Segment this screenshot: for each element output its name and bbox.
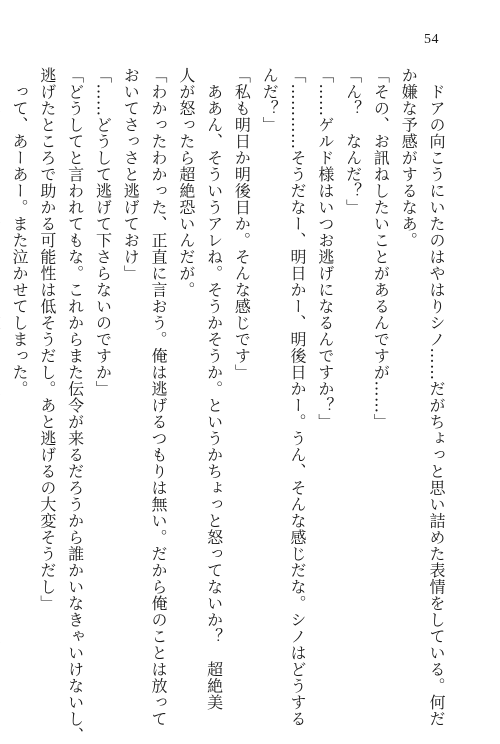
text-line: おいてさっさと逃げておけ」 (121, 67, 141, 282)
text-line: ドアの向こうにいたのはやはりシノ……だがちょっと思い詰めた表情をしている。何だ (427, 67, 446, 727)
text-line: んだ？」 (260, 67, 280, 133)
text-line: 「その、お訊ねしたいことがあるんですが……」 (371, 67, 391, 430)
text-line: 「…………そうだなー、明日かー、明後日かー。うん、そんな感じだな。シノはどうする (288, 67, 308, 727)
text-line: って、あーあー。また泣かせてしまった。 (10, 67, 30, 397)
text-line: 「ん？ なんだ？」 (343, 67, 363, 216)
text-line: か嫌な予感がするなあ。 (399, 67, 419, 249)
text-line: 逃げたところで助かる可能性は低そうだし。あと逃げるの大変そうだし」 (37, 67, 57, 612)
text-line: 「どうしてと言われてもな。これからまた伝令が来るだろうから誰かいなきゃいけないし、 (65, 67, 85, 744)
text-line: ああん、そういうアレね。そうかそうか。というかちょっと怒ってないか？ 超絶美 (204, 67, 224, 711)
text-line: 「わかったわかった、正直に言おう。俺は逃げるつもりは無い。だから俺のことは放って (149, 67, 169, 727)
text-line: 「私も明日か明後日か。そんな感じです」 (232, 67, 252, 381)
text-line: 「……ゲルド様はいつお逃げになるんですか？」 (315, 67, 335, 430)
page-number: 54 (424, 32, 439, 47)
text-line: 「……どうして逃げて下さらないのですか」 (93, 67, 113, 397)
novel-text-body (10, 67, 450, 744)
text-line: 人が怒ったら超絶恐いんだが。 (176, 67, 196, 298)
text-line (0, 67, 5, 647)
